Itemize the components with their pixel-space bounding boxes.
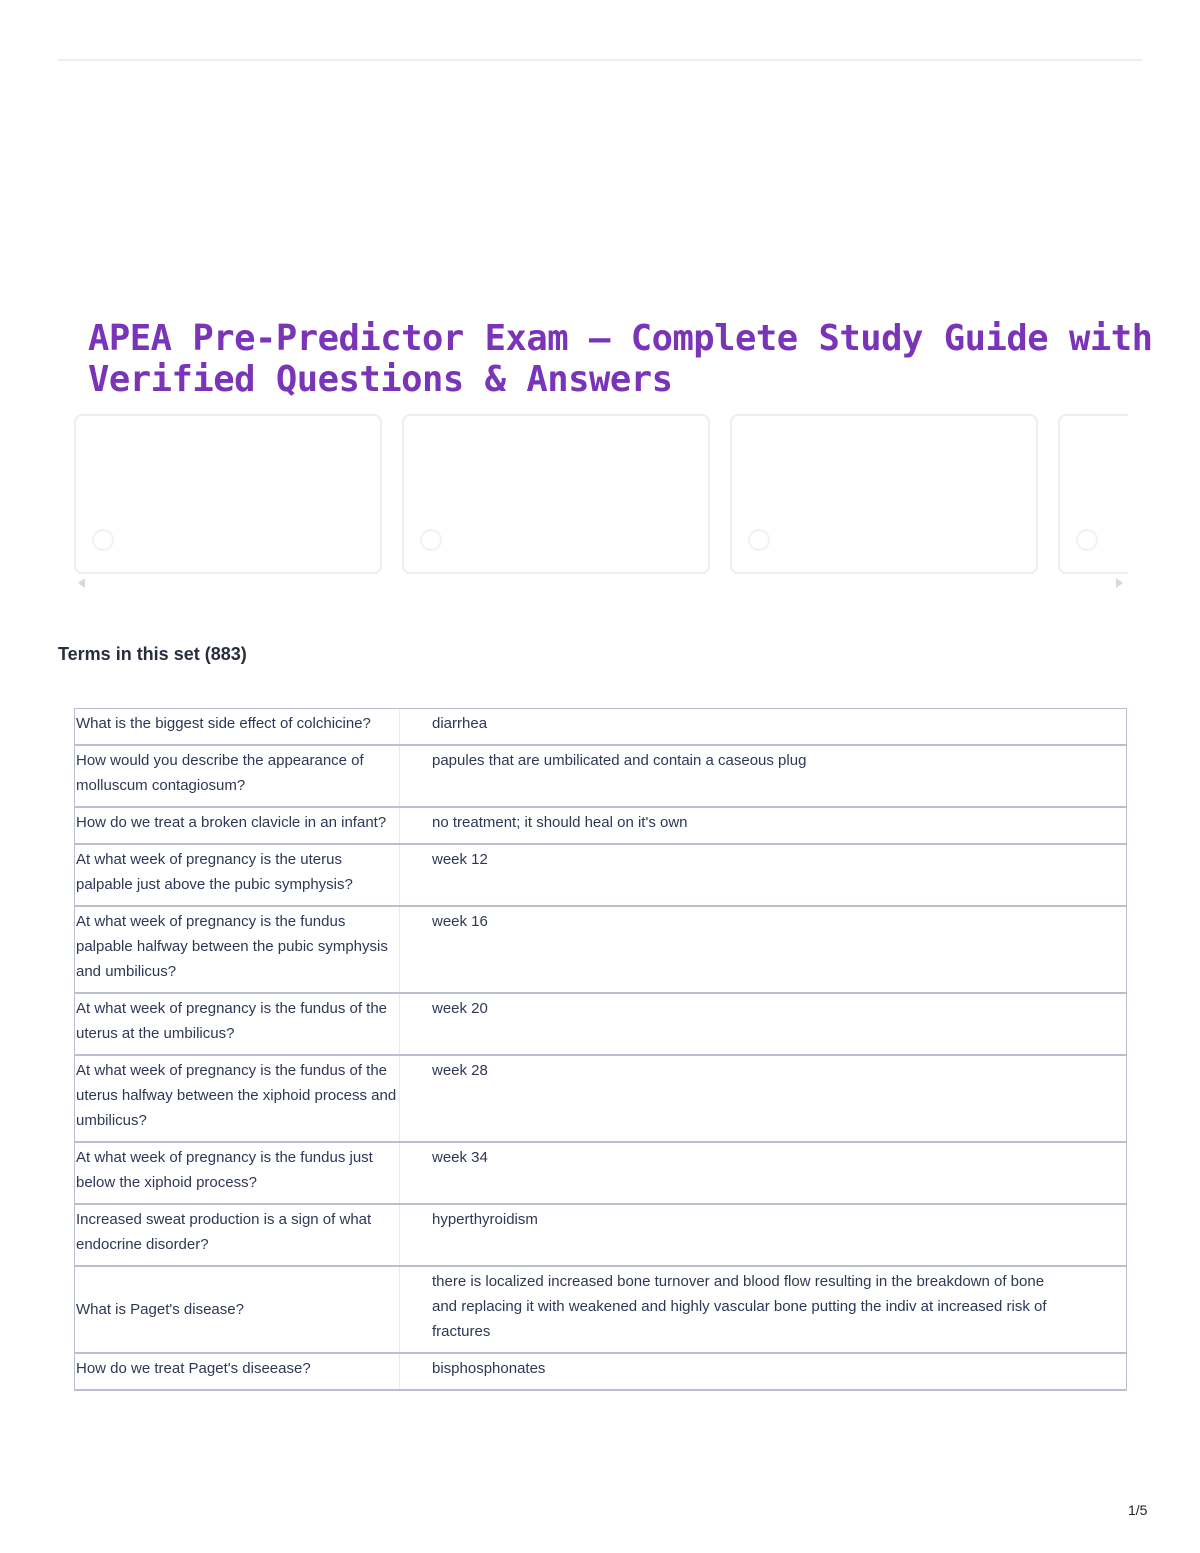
page-title: APEA Pre-Predictor Exam – Complete Study Guide with Verified Questions & Answers bbox=[88, 318, 1153, 400]
term-text: How do we treat Paget's diseease? bbox=[75, 1354, 400, 1389]
terms-heading: Terms in this set (883) bbox=[58, 644, 247, 664]
term-text: At what week of pregnancy is the fundus palpable halfway between the pubic symphysis and umbilicus? bbox=[75, 907, 400, 992]
term-row bbox=[75, 806, 1126, 843]
term-text: At what week of pregnancy is the fundus just below the xiphoid process? bbox=[75, 1143, 400, 1203]
term-row bbox=[75, 1141, 1126, 1203]
definition-text: bisphosphonates bbox=[432, 1360, 546, 1377]
term-row bbox=[75, 843, 1126, 905]
term-text: At what week of pregnancy is the uterus palpable just above the pubic symphysis? bbox=[75, 845, 400, 905]
definition-text: papules that are umbilicated and contain a caseous plug bbox=[432, 752, 807, 769]
term-row bbox=[75, 905, 1126, 992]
definition-text: week 28 bbox=[432, 1062, 488, 1079]
loading-spinner-icon bbox=[92, 529, 114, 551]
definition-text: diarrhea bbox=[432, 715, 488, 732]
term-text: What is Paget's disease? bbox=[75, 1267, 400, 1352]
term-row bbox=[75, 992, 1126, 1054]
term-text: What is the biggest side effect of colchicine? bbox=[75, 709, 400, 744]
term-text: At what week of pregnancy is the fundus of the uterus at the umbilicus? bbox=[75, 994, 400, 1054]
top-divider bbox=[58, 59, 1142, 61]
term-text: How do we treat a broken clavicle in an infant? bbox=[75, 808, 400, 843]
definition-text: week 20 bbox=[432, 1000, 488, 1017]
definition-text: hyperthyroidism bbox=[432, 1211, 538, 1228]
term-row bbox=[75, 744, 1126, 806]
definition-text: week 12 bbox=[432, 851, 488, 868]
definition-text: week 16 bbox=[432, 913, 488, 930]
definition-text: no treatment; it should heal on it's own bbox=[432, 814, 688, 831]
flashcard-carousel[interactable] bbox=[74, 414, 1128, 594]
flashcard-preview[interactable] bbox=[74, 414, 382, 574]
loading-spinner-icon bbox=[420, 529, 442, 551]
term-row bbox=[75, 1054, 1126, 1141]
carousel-prev-arrow-icon[interactable] bbox=[78, 578, 85, 588]
term-row bbox=[75, 709, 1126, 744]
term-text: At what week of pregnancy is the fundus of the uterus halfway between the xiphoid process and umbilicus? bbox=[75, 1056, 400, 1141]
term-row bbox=[75, 1203, 1126, 1265]
carousel-next-arrow-icon[interactable] bbox=[1116, 578, 1123, 588]
flashcard-preview[interactable] bbox=[730, 414, 1038, 574]
loading-spinner-icon bbox=[1076, 529, 1098, 551]
terms-table bbox=[74, 708, 1127, 1391]
flashcard-preview[interactable] bbox=[402, 414, 710, 574]
definition-text: week 34 bbox=[432, 1149, 488, 1166]
term-row bbox=[75, 1352, 1126, 1389]
term-text: How would you describe the appearance of molluscum contagiosum? bbox=[75, 746, 400, 806]
definition-text: there is localized increased bone turnover and blood flow resulting in the breakdown of bone and replacing it with weakened and highly vascular bone putting the indiv at increased risk of fractures bbox=[432, 1273, 1047, 1340]
loading-spinner-icon bbox=[748, 529, 770, 551]
page-number: 1/5 bbox=[1128, 1502, 1148, 1518]
term-row bbox=[75, 1265, 1126, 1352]
term-text: Increased sweat production is a sign of what endocrine disorder? bbox=[75, 1205, 400, 1265]
flashcard-preview[interactable] bbox=[1058, 414, 1128, 574]
